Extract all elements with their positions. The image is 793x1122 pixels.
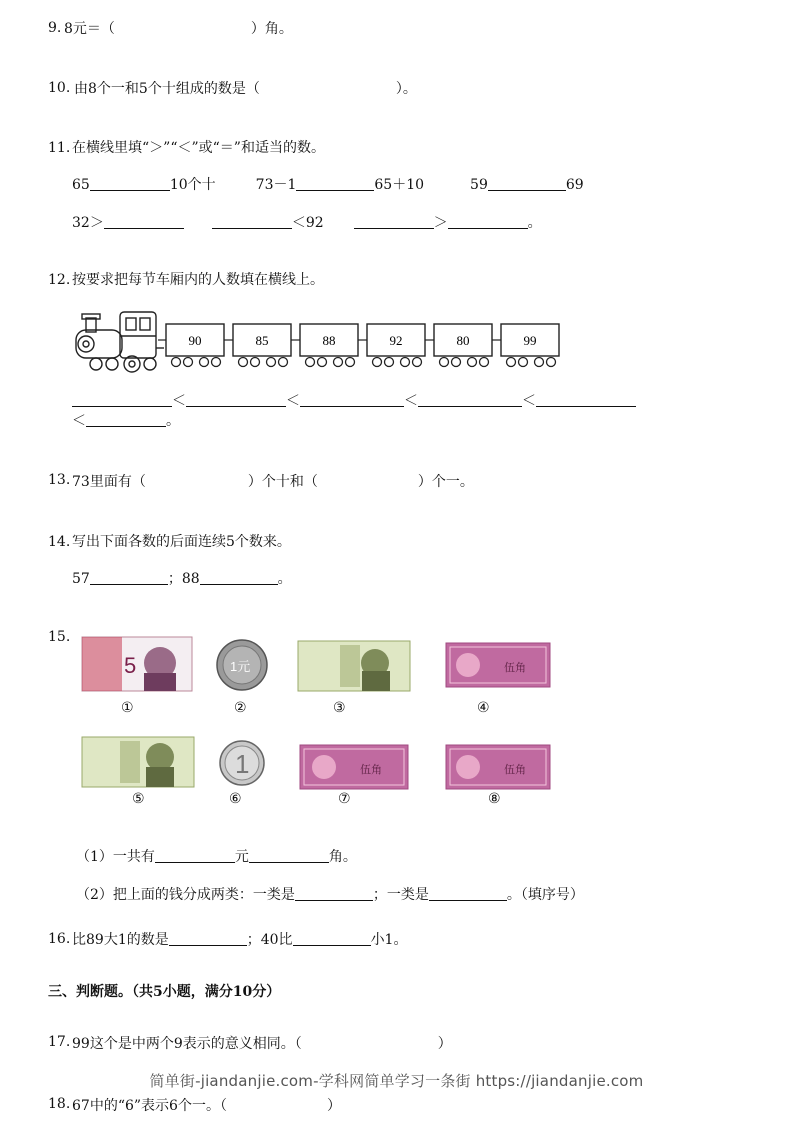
- coin-text-1yuan: 1元: [230, 659, 251, 674]
- q11-blank-3[interactable]: [488, 176, 566, 191]
- five-jiao-note-3: [446, 745, 550, 789]
- q12-number: 12.: [48, 272, 71, 288]
- q13-pre: 73里面有（: [72, 474, 146, 490]
- q15-sub1-pre: （1）一共有: [76, 849, 155, 865]
- q11-blank-5[interactable]: [212, 214, 292, 229]
- q12-lt-4: ＜: [522, 393, 536, 409]
- q16-blank-1[interactable]: [169, 931, 247, 946]
- five-jiao-note-2: [300, 745, 408, 789]
- q13-mid: ）个十和（: [247, 474, 318, 490]
- q10-number: 10.: [48, 80, 71, 96]
- q12-answer-row1: [72, 392, 636, 410]
- jiao-text-3: 伍角: [504, 763, 526, 776]
- q18-pre: 67中的“6”表示6个一。（: [72, 1098, 227, 1114]
- q15-sub1-post: 角。: [328, 849, 357, 865]
- q15-sub2-mid: ；一类是: [372, 887, 429, 903]
- q10-post: ）。: [395, 81, 417, 97]
- q12-title: 按要求把每节车厢内的人数填在横线上。: [72, 272, 324, 288]
- q16-blank-2[interactable]: [293, 931, 371, 946]
- one-yuan-coin-number: [220, 741, 264, 785]
- train-car-label: 92: [389, 333, 403, 348]
- q12-end: 。: [166, 413, 180, 429]
- q11-blank-2[interactable]: [296, 176, 374, 191]
- q15-sub2-post: 。（填序号）: [506, 887, 584, 903]
- q15-sub1-mid: 元: [234, 849, 249, 865]
- label-3: ③: [333, 700, 346, 716]
- q15-sub2-pre: （2）把上面的钱分成两类：一类是: [76, 887, 295, 903]
- train-car-6: [501, 324, 559, 367]
- q11-number: 11.: [48, 140, 71, 156]
- q15-blank-2[interactable]: [249, 848, 329, 863]
- q12-blank-2[interactable]: [186, 392, 286, 407]
- label-1: ①: [121, 700, 134, 716]
- train-car-3: [300, 324, 367, 367]
- q14-number: 14.: [48, 534, 71, 550]
- label-4: ④: [477, 700, 490, 716]
- train-car-label: 80: [456, 333, 470, 348]
- five-jiao-note-1: [446, 643, 550, 687]
- label-7: ⑦: [338, 791, 351, 807]
- q18-text: [72, 1097, 341, 1115]
- q11-blank-7[interactable]: [448, 214, 528, 229]
- q12-lt-2: ＜: [286, 393, 300, 409]
- q14-sep: ；88: [167, 571, 200, 587]
- one-yuan-note-green-2: [82, 737, 194, 787]
- q11-row1: [72, 176, 584, 194]
- q12-blank-6[interactable]: [86, 412, 166, 427]
- q12-blank-3[interactable]: [300, 392, 404, 407]
- q16-pre: 比89大1的数是: [72, 932, 169, 948]
- q13-text: [72, 473, 474, 491]
- q11-r2a: 32＞: [72, 215, 104, 231]
- q11-blank-4[interactable]: [104, 214, 184, 229]
- q9-post: ）角。: [250, 21, 293, 37]
- q11-r1a: 65: [72, 177, 90, 193]
- q17-text: [72, 1035, 452, 1053]
- q11-blank-6[interactable]: [354, 214, 434, 229]
- q11-r2d: 。: [527, 215, 542, 231]
- q15-sub1: [76, 848, 357, 866]
- q12-blank-1[interactable]: [72, 392, 172, 407]
- one-yuan-coin-flower: [217, 640, 267, 690]
- q12-lt-1: ＜: [172, 393, 186, 409]
- q14-blank-2[interactable]: [200, 570, 278, 585]
- q14-blank-1[interactable]: [90, 570, 168, 585]
- q11-r2c: ＞: [433, 215, 448, 231]
- q10-text: [74, 80, 417, 98]
- q14-title: 写出下面各数的后面连续5个数来。: [72, 534, 291, 550]
- q11-blank-1[interactable]: [90, 176, 170, 191]
- q12-lt-3: ＜: [404, 393, 418, 409]
- label-2: ②: [234, 700, 247, 716]
- q12-blank-4[interactable]: [418, 392, 522, 407]
- q14-end: 。: [277, 571, 292, 587]
- five-yuan-note: [82, 637, 192, 691]
- q16-text: [72, 931, 407, 949]
- q12-answer-row2: [72, 412, 180, 430]
- q12-blank-5[interactable]: [536, 392, 636, 407]
- q11-r1d: 65＋10: [374, 177, 425, 193]
- q17-number: 17.: [48, 1034, 71, 1050]
- one-yuan-note-green: [298, 641, 410, 691]
- train-car-label: 99: [523, 333, 537, 348]
- q15-blank-1[interactable]: [155, 848, 235, 863]
- q18-number: 18.: [48, 1096, 71, 1112]
- label-8: ⑧: [488, 791, 501, 807]
- q17-post: ）: [437, 1036, 452, 1052]
- jiao-text-1: 伍角: [504, 661, 526, 674]
- train-illustration: [72, 308, 572, 374]
- q11-title: 在横线里填“＞”“＜”或“＝”和适当的数。: [72, 140, 325, 156]
- label-5: ⑤: [132, 791, 145, 807]
- q11-row2: [72, 214, 542, 232]
- q13-post: ）个一。: [417, 474, 474, 490]
- q10-pre: 由8个一和5个十组成的数是（: [74, 81, 260, 97]
- locomotive: [76, 312, 164, 372]
- q9-text: [64, 20, 293, 38]
- q14-a: 57: [72, 571, 90, 587]
- q16-mid: ；40比: [246, 932, 293, 948]
- train-car-label: 90: [188, 333, 202, 348]
- q17-pre: 99这个是中两个9表示的意义相同。（: [72, 1036, 302, 1052]
- watermark: 简单街-jiandanjie.com-学科网简单学习一条街 https://jiandanjie.com: [149, 1072, 644, 1090]
- q11-r1e: 59: [470, 177, 488, 193]
- q11-r1f: 69: [565, 177, 584, 193]
- q9-pre: 8元＝（: [64, 21, 115, 37]
- train-car-5: [434, 324, 501, 367]
- q12-lt-5: ＜: [72, 413, 86, 429]
- q11-r1c: 73－1: [255, 177, 297, 193]
- coin-text-1: 1: [235, 749, 250, 779]
- q11-r2b: ＜92: [291, 215, 324, 231]
- section-3-heading: 三、判断题。（共5小题，满分10分）: [48, 984, 281, 1000]
- q11-r1b: 10个十: [169, 177, 216, 193]
- q13-number: 13.: [48, 472, 71, 488]
- train-car-label: 85: [255, 333, 269, 348]
- q14-answer: [72, 570, 292, 588]
- jiao-text-2: 伍角: [360, 763, 382, 776]
- q15-sub2: [76, 886, 584, 904]
- q16-post: 小1。: [370, 932, 408, 948]
- q15-number: 15.: [48, 629, 71, 645]
- note-five-digit: 5: [124, 653, 137, 678]
- train-car-2: [233, 324, 300, 367]
- train-cars: [158, 324, 559, 367]
- train-car-4: [367, 324, 434, 367]
- q15-blank-4[interactable]: [429, 886, 507, 901]
- q18-post: ）: [326, 1098, 341, 1114]
- train-car-1: [166, 324, 233, 367]
- train-car-label: 88: [322, 333, 336, 348]
- q9-number: 9.: [48, 20, 62, 36]
- q16-number: 16.: [48, 931, 71, 947]
- q15-blank-3[interactable]: [295, 886, 373, 901]
- label-6: ⑥: [229, 791, 242, 807]
